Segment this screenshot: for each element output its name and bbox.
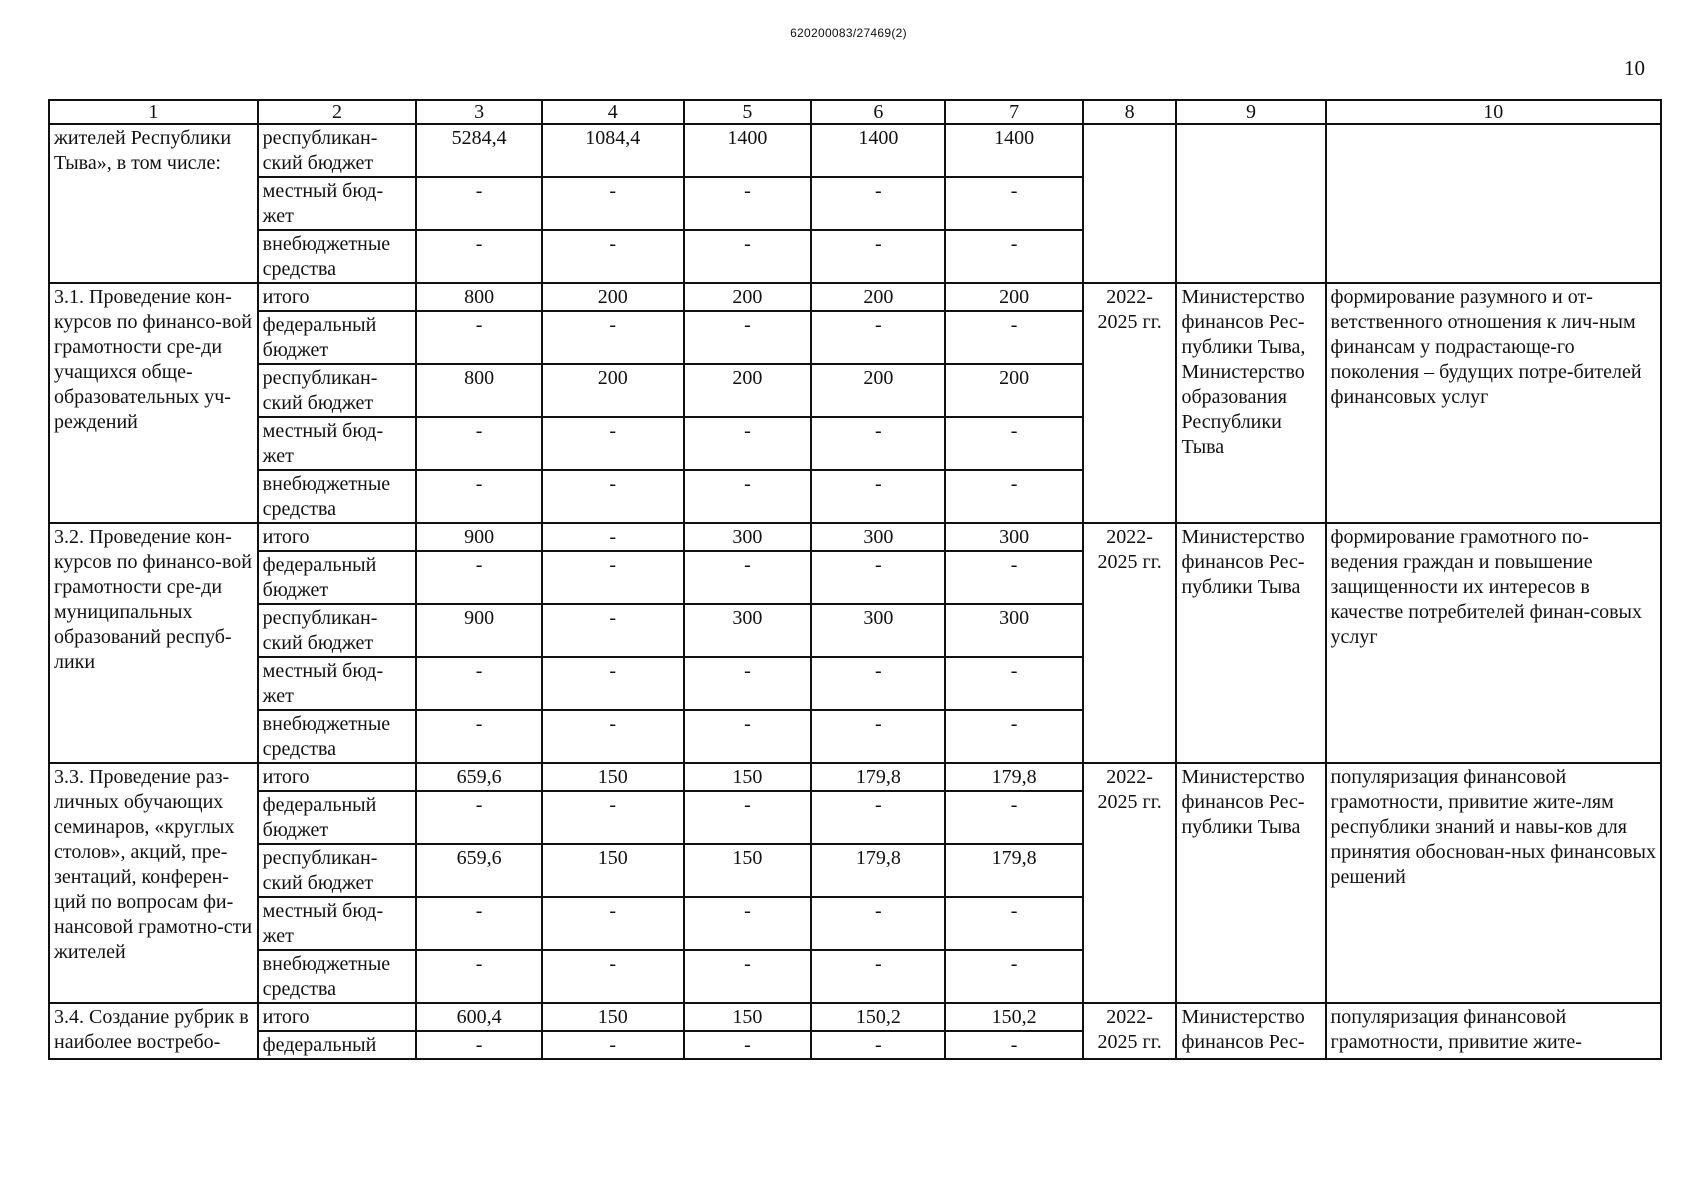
amount-cell: - [684, 470, 812, 523]
amount-cell: - [542, 897, 684, 950]
page-number: 10 [1624, 56, 1645, 80]
amount-cell: 300 [945, 604, 1082, 657]
column-header: 4 [542, 100, 684, 124]
table-row [49, 124, 1661, 177]
amount-cell: - [416, 551, 542, 604]
table-row [49, 1003, 1661, 1031]
amount-cell: 1400 [684, 124, 812, 177]
funding-source: республикан-ский бюджет [258, 124, 417, 177]
column-header: 2 [258, 100, 417, 124]
amount-cell: - [542, 470, 684, 523]
amount-cell: 200 [945, 364, 1082, 417]
amount-cell: 150,2 [811, 1003, 945, 1031]
amount-cell: 150 [542, 763, 684, 791]
term-cell: 2022-2025 гг. [1083, 763, 1177, 1003]
amount-cell: 150 [684, 1003, 812, 1031]
responsible-cell [1176, 124, 1325, 283]
funding-source: внебюджетные средства [258, 710, 417, 763]
funding-source: внебюджетные средства [258, 950, 417, 1003]
amount-cell: - [945, 950, 1082, 1003]
amount-cell: - [811, 311, 945, 364]
amount-cell: - [416, 710, 542, 763]
amount-cell: 300 [684, 523, 812, 551]
amount-cell: 200 [542, 283, 684, 311]
funding-source: федеральный бюджет [258, 791, 417, 844]
funding-source: итого [258, 283, 417, 311]
amount-cell: - [542, 950, 684, 1003]
amount-cell: - [811, 177, 945, 230]
amount-cell: 200 [684, 283, 812, 311]
funding-source: республикан-ский бюджет [258, 844, 417, 897]
amount-cell: 1400 [945, 124, 1082, 177]
column-header: 3 [416, 100, 542, 124]
column-header: 9 [1176, 100, 1325, 124]
amount-cell: 179,8 [811, 844, 945, 897]
amount-cell: 800 [416, 364, 542, 417]
amount-cell: 300 [811, 604, 945, 657]
amount-cell: - [945, 230, 1082, 283]
amount-cell: - [811, 230, 945, 283]
amount-cell: - [542, 417, 684, 470]
responsible-cell: Министерство финансов Рес- [1176, 1003, 1325, 1059]
amount-cell: - [416, 177, 542, 230]
amount-cell: - [811, 551, 945, 604]
term-cell: 2022-2025 гг. [1083, 283, 1177, 523]
result-cell: популяризация финансовой грамотности, привитие жите-лям республики знаний и навы-ков для принятия обоснован-ных финансовых решений [1326, 763, 1661, 1003]
amount-cell: - [945, 177, 1082, 230]
amount-cell: - [416, 950, 542, 1003]
amount-cell: - [684, 177, 812, 230]
funding-source: итого [258, 763, 417, 791]
amount-cell: - [811, 417, 945, 470]
amount-cell: 1084,4 [542, 124, 684, 177]
term-cell [1083, 124, 1177, 283]
amount-cell: 800 [416, 283, 542, 311]
amount-cell: 900 [416, 604, 542, 657]
amount-cell: - [945, 551, 1082, 604]
funding-source: местный бюд-жет [258, 177, 417, 230]
amount-cell: 200 [542, 364, 684, 417]
document-registration-number: 620200083/27469(2) [790, 26, 907, 40]
result-cell: формирование разумного и от-ветственного отношения к лич-ным финансам у подрастающе-го поколения – будущих потре-бителей финансовых услуг [1326, 283, 1661, 523]
amount-cell: - [811, 791, 945, 844]
amount-cell: - [684, 417, 812, 470]
amount-cell: 200 [811, 364, 945, 417]
measure-name: 3.4. Создание рубрик в наиболее востребо- [49, 1003, 258, 1059]
amount-cell: - [542, 604, 684, 657]
amount-cell: - [945, 1031, 1082, 1059]
table-row [49, 763, 1661, 791]
funding-source: республикан-ский бюджет [258, 604, 417, 657]
term-cell: 2022-2025 гг. [1083, 523, 1177, 763]
amount-cell: 200 [684, 364, 812, 417]
amount-cell: 150 [542, 1003, 684, 1031]
amount-cell: - [945, 417, 1082, 470]
column-header: 6 [811, 100, 945, 124]
amount-cell: - [416, 311, 542, 364]
amount-cell: 179,8 [811, 763, 945, 791]
responsible-cell: Министерство финансов Рес-публики Тыва, Министерство образования Республики Тыва [1176, 283, 1325, 523]
funding-source: местный бюд-жет [258, 897, 417, 950]
amount-cell: - [684, 950, 812, 1003]
amount-cell: 150 [684, 763, 812, 791]
amount-cell: 150,2 [945, 1003, 1082, 1031]
amount-cell: - [416, 657, 542, 710]
funding-source: федеральный бюджет [258, 311, 417, 364]
amount-cell: - [542, 657, 684, 710]
amount-cell: 659,6 [416, 844, 542, 897]
amount-cell: - [542, 177, 684, 230]
result-cell: популяризация финансовой грамотности, привитие жите- [1326, 1003, 1661, 1059]
amount-cell: - [684, 791, 812, 844]
funding-source: итого [258, 523, 417, 551]
amount-cell: 179,8 [945, 844, 1082, 897]
column-header: 10 [1326, 100, 1661, 124]
amount-cell: 179,8 [945, 763, 1082, 791]
amount-cell: 600,4 [416, 1003, 542, 1031]
amount-cell: - [542, 311, 684, 364]
funding-source: республикан-ский бюджет [258, 364, 417, 417]
amount-cell: - [542, 523, 684, 551]
column-header: 5 [684, 100, 812, 124]
funding-source: местный бюд-жет [258, 417, 417, 470]
amount-cell: - [416, 417, 542, 470]
responsible-cell: Министерство финансов Рес-публики Тыва [1176, 763, 1325, 1003]
amount-cell: - [416, 1031, 542, 1059]
amount-cell: - [542, 230, 684, 283]
measure-name: 3.1. Проведение кон-курсов по финансо-вой грамотности сре-ди учащихся обще-образовательных уч-реждений [49, 283, 258, 523]
funding-source: итого [258, 1003, 417, 1031]
measure-name: 3.3. Проведение раз-личных обучающих семинаров, «круглых столов», акций, пре-зентаций, конферен-ций по вопросам фи-нансовой грамотно-сти жителей [49, 763, 258, 1003]
amount-cell: 300 [945, 523, 1082, 551]
measure-name: жителей Республики Тыва», в том числе: [49, 124, 258, 283]
amount-cell: - [811, 710, 945, 763]
funding-source: внебюджетные средства [258, 230, 417, 283]
amount-cell: - [945, 470, 1082, 523]
measure-name: 3.2. Проведение кон-курсов по финансо-вой грамотности сре-ди муниципальных образований респуб-лики [49, 523, 258, 763]
amount-cell: - [416, 230, 542, 283]
amount-cell: 659,6 [416, 763, 542, 791]
amount-cell: - [542, 551, 684, 604]
amount-cell: - [945, 657, 1082, 710]
result-cell [1326, 124, 1661, 283]
amount-cell: 1400 [811, 124, 945, 177]
amount-cell: 300 [684, 604, 812, 657]
amount-cell: - [684, 710, 812, 763]
amount-cell: - [945, 710, 1082, 763]
amount-cell: 200 [811, 283, 945, 311]
amount-cell: - [542, 1031, 684, 1059]
amount-cell: 150 [684, 844, 812, 897]
funding-source: федеральный [258, 1031, 417, 1059]
funding-source: местный бюд-жет [258, 657, 417, 710]
amount-cell: - [416, 470, 542, 523]
column-header: 8 [1083, 100, 1177, 124]
amount-cell: 300 [811, 523, 945, 551]
amount-cell: 200 [945, 283, 1082, 311]
amount-cell: - [811, 470, 945, 523]
amount-cell: 5284,4 [416, 124, 542, 177]
amount-cell: 150 [542, 844, 684, 897]
amount-cell: - [811, 897, 945, 950]
table-row [49, 283, 1661, 311]
amount-cell: - [945, 897, 1082, 950]
amount-cell: - [416, 897, 542, 950]
amount-cell: - [416, 791, 542, 844]
amount-cell: - [811, 657, 945, 710]
amount-cell: - [684, 551, 812, 604]
amount-cell: - [684, 657, 812, 710]
amount-cell: - [684, 897, 812, 950]
term-cell: 2022-2025 гг. [1083, 1003, 1177, 1059]
amount-cell: - [945, 791, 1082, 844]
program-measures-table [48, 99, 1662, 1060]
responsible-cell: Министерство финансов Рес-публики Тыва [1176, 523, 1325, 763]
amount-cell: - [542, 710, 684, 763]
funding-source: внебюджетные средства [258, 470, 417, 523]
amount-cell: - [542, 791, 684, 844]
table-row [49, 523, 1661, 551]
amount-cell: 900 [416, 523, 542, 551]
funding-source: федеральный бюджет [258, 551, 417, 604]
amount-cell: - [811, 950, 945, 1003]
amount-cell: - [684, 1031, 812, 1059]
result-cell: формирование грамотного по-ведения граждан и повышение защищенности их интересов в качестве потребителей финан-совых услуг [1326, 523, 1661, 763]
amount-cell: - [684, 230, 812, 283]
column-header: 1 [49, 100, 258, 124]
column-number-row [49, 100, 1661, 124]
amount-cell: - [945, 311, 1082, 364]
column-header: 7 [945, 100, 1082, 124]
amount-cell: - [811, 1031, 945, 1059]
amount-cell: - [684, 311, 812, 364]
